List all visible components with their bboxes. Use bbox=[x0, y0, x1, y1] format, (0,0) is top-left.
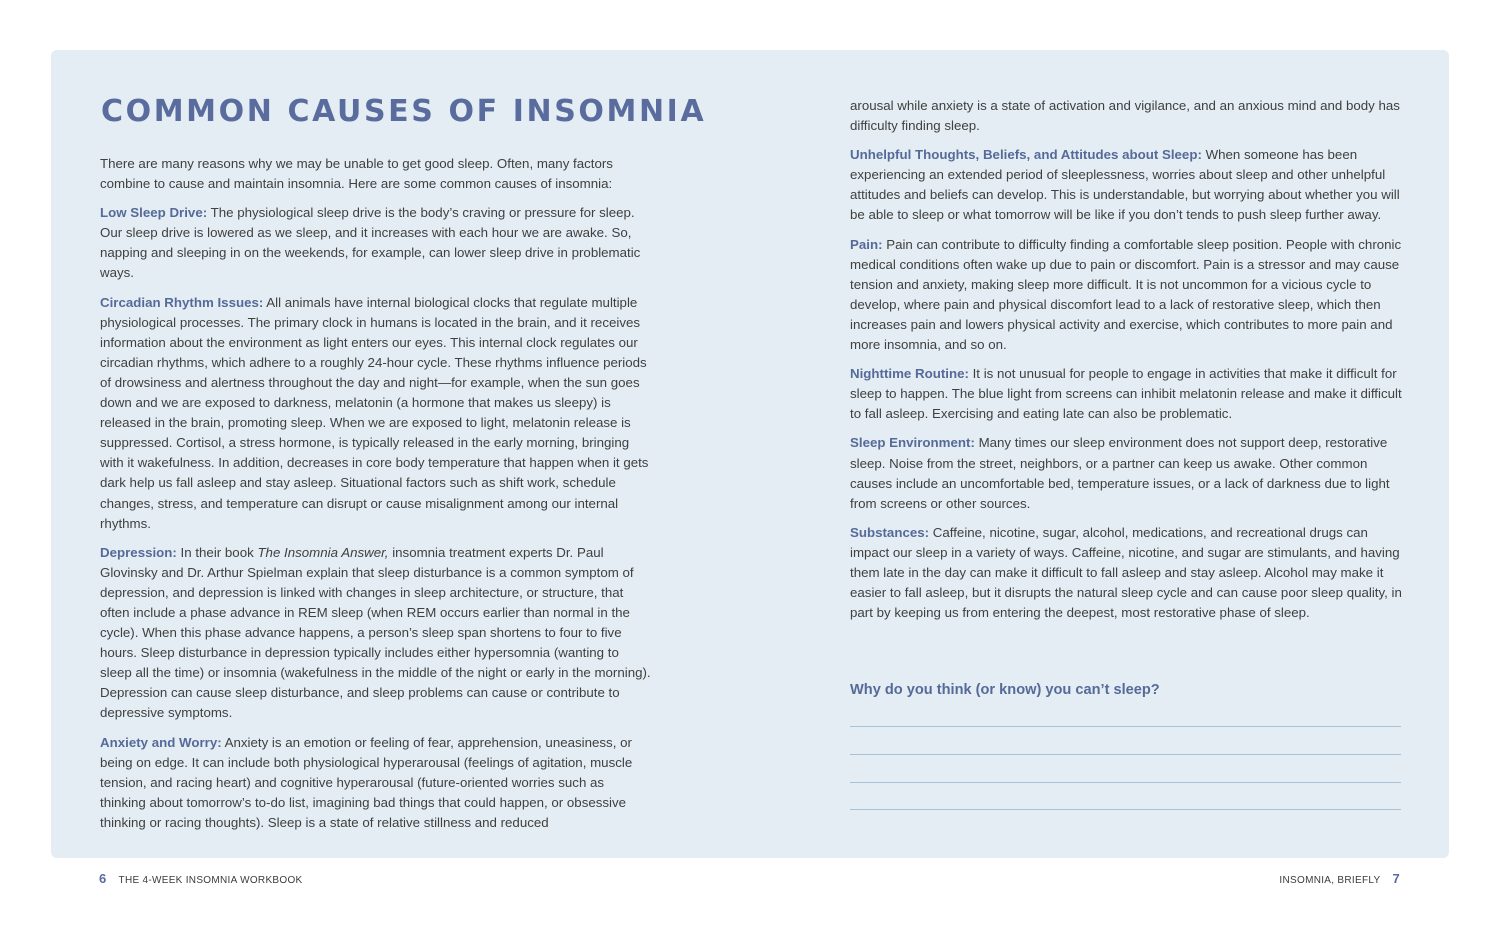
intro-paragraph: There are many reasons why we may be unable to get good sleep. Often, many factors combine to cause and maintain insomnia. Here are some common causes of insomnia: bbox=[100, 156, 613, 192]
chapter-running-title: INSOMNIA, BRIEFLY bbox=[1279, 875, 1381, 886]
book-running-title: THE 4-WEEK INSOMNIA WORKBOOK bbox=[118, 875, 303, 886]
anxiety-heading: Anxiety and Worry: bbox=[100, 734, 222, 750]
pain-text: Pain can contribute to difficulty finding a comfortable sleep position. People with chronic medical conditions often wake up due to pain or discomfort. Pain is a stressor and may cause tension and anxiety, making sleep more difficult. It is not uncommon for a vicious cycle to develop, where pain and physical discomfort lead to a lack of restorative sleep, which then increases pain and lowers physical activity and exercise, which contributes to more pain and more insomnia, and so on. bbox=[850, 236, 1402, 353]
pain-heading: Pain: bbox=[850, 236, 883, 252]
low-sleep-drive-paragraph bbox=[100, 203, 652, 283]
pain-paragraph bbox=[850, 235, 1402, 356]
low-sleep-drive-heading: Low Sleep Drive: bbox=[100, 205, 208, 221]
circadian-heading: Circadian Rhythm Issues: bbox=[100, 294, 264, 310]
substances-text: Caffeine, nicotine, sugar, alcohol, medications, and recreational drugs can impact our sleep in a variety of ways. Caffeine, nicotine, and sugar are stimulants, and having them late in the day can make it difficult to fall asleep and stay asleep. Alcohol may make it easier to fall asleep, but it disrupts the natural sleep cycle and can cause poor sleep quality, in part by keeping us from entering the deepest, most restorative phase of sleep. bbox=[850, 524, 1402, 621]
right-page-body bbox=[850, 96, 1402, 632]
thoughts-paragraph bbox=[850, 145, 1402, 225]
left-page-number: 6 bbox=[99, 871, 107, 886]
answer-line[interactable] bbox=[850, 782, 1401, 783]
footer-right bbox=[1279, 871, 1400, 886]
anxiety-text: Anxiety is an emotion or feeling of fear, apprehension, uneasiness, or being on edge. It can include both physiological hyperarousal (feelings of agitation, muscle tension, and racing heart) and cognitive hyperarousal (future-oriented worries such as thinking about tomorrow’s to-do list, imagining bad things that could happen, or obsessive thinking or racing thoughts). Sleep is a state of relative stillness and reduced bbox=[100, 734, 633, 830]
environment-text: Many times our sleep environment does not support deep, restorative sleep. Noise from the street, neighbors, or a partner can keep us awake. Other common causes include an uncomfortable bed, temperature issues, or a lack of darkness due to light from screens or other sources. bbox=[850, 435, 1390, 511]
depression-text-after: insomnia treatment experts Dr. Paul Glovinsky and Dr. Arthur Spielman explain that sleep disturbance is a common symptom of depression, and depression is linked with changes in sleep architecture, or structure, that often include a phase advance in REM sleep (when REM occurs earlier than normal in the cycle). When this phase advance happens, a person’s sleep span shortens to four to five hours. Sleep disturbance in depression typically includes either hypersomnia (wanting to sleep all the time) or insomnia (wakefulness in the middle of the night or early in the morning). Depression can cause sleep disturbance, and sleep problems can cause or contribute to depressive symptoms. bbox=[100, 544, 651, 721]
substances-paragraph bbox=[850, 523, 1402, 623]
answer-line[interactable] bbox=[850, 754, 1401, 755]
left-page-body bbox=[100, 154, 652, 842]
substances-heading: Substances: bbox=[850, 524, 930, 540]
answer-line[interactable] bbox=[850, 809, 1401, 810]
circadian-paragraph bbox=[100, 293, 652, 534]
reflection-question: Why do you think (or know) you can’t sleep? bbox=[850, 682, 1160, 698]
depression-heading: Depression: bbox=[100, 544, 177, 560]
page-title: COMMON CAUSES OF INSOMNIA bbox=[101, 94, 707, 129]
environment-paragraph bbox=[850, 433, 1402, 513]
thoughts-text: When someone has been experiencing an extended period of sleeplessness, worries about sleep and other unhelpful attitudes and beliefs can develop. This is understandable, but worrying about whether you will be able to sleep or what tomorrow will be like if you don’t tends to push sleep further away. bbox=[850, 147, 1400, 223]
page-spread bbox=[51, 50, 1449, 858]
answer-line[interactable] bbox=[850, 726, 1401, 727]
book-title: The Insomnia Answer, bbox=[257, 544, 389, 560]
thoughts-heading: Unhelpful Thoughts, Beliefs, and Attitudes about Sleep: bbox=[850, 147, 1202, 163]
environment-heading: Sleep Environment: bbox=[850, 435, 975, 451]
anxiety-paragraph bbox=[100, 733, 652, 833]
anxiety-continued-paragraph: arousal while anxiety is a state of activation and vigilance, and an anxious mind and body has difficulty finding sleep. bbox=[850, 98, 1400, 134]
depression-paragraph bbox=[100, 543, 652, 724]
depression-text-before: In their book bbox=[176, 544, 258, 560]
routine-heading: Nighttime Routine: bbox=[850, 366, 969, 382]
circadian-text: All animals have internal biological clocks that regulate multiple physiological processes. The primary clock in humans is located in the brain, and it receives information about the environment as light enters our eyes. This internal clock regulates our circadian rhythms, which adhere to a roughly 24-hour cycle. These rhythms influence periods of drowsiness and alertness throughout the day and night—for example, when the sun goes down and we are exposed to darkness, melatonin (a hormone that makes us sleepy) is released in the brain, promoting sleep. When we are exposed to light, melatonin release is suppressed. Cortisol, a stress hormone, is typically released in the early morning, bringing with it wakefulness. In addition, decreases in core body temperature that happen when it gets dark help us fall asleep and stay asleep. Situational factors such as shift work, schedule changes, stress, and temperature can disrupt or cause misalignment among our internal rhythms. bbox=[100, 294, 649, 531]
low-sleep-drive-text: The physiological sleep drive is the body’s craving or pressure for sleep. Our sleep drive is lowered as we sleep, and it increases with each hour we are awake. So, napping and sleeping in on the weekends, for example, can lower sleep drive in problematic ways. bbox=[100, 205, 641, 281]
footer-left bbox=[99, 871, 303, 886]
routine-text: It is not unusual for people to engage in activities that make it difficult for sleep to happen. The blue light from screens can inhibit melatonin release and make it difficult to fall asleep. Exercising and eating late can also be problematic. bbox=[850, 366, 1402, 422]
routine-paragraph bbox=[850, 364, 1402, 424]
right-page-number: 7 bbox=[1392, 871, 1400, 886]
